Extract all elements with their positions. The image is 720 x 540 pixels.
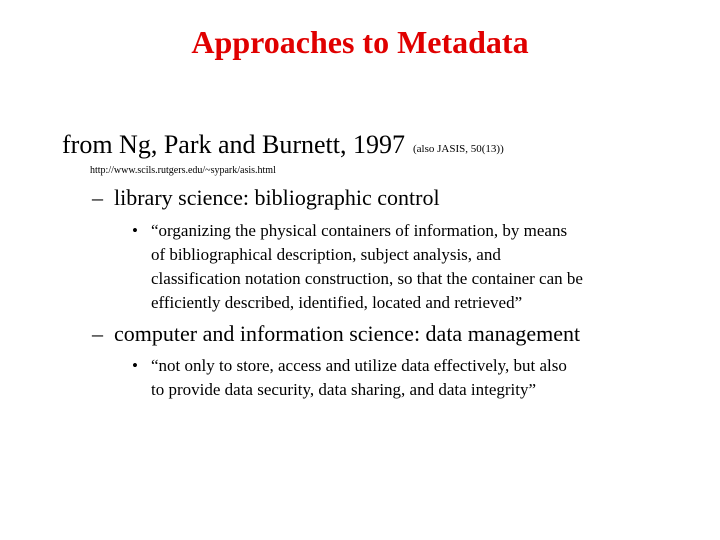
quote-library-science (132, 219, 583, 315)
source-citation-text: from Ng, Park and Burnett, 1997 (62, 130, 406, 159)
subpoint-text: computer and information science: data management (114, 321, 581, 346)
bullet-marker: • (132, 356, 138, 375)
quote-line: “organizing the physical containers of information, by means (151, 221, 568, 240)
dash-marker: – (92, 321, 103, 346)
bullet-marker: • (132, 221, 138, 240)
quote-line: “not only to store, access and utilize data effectively, but also (151, 356, 567, 375)
quote-line: of bibliographical description, subject analysis, and (151, 245, 501, 264)
subpoint-computer-science (92, 321, 580, 347)
subpoint-library-science (92, 185, 440, 211)
quote-computer-science (132, 354, 567, 402)
source-journal-note: (also JASIS, 50(13)) (413, 143, 504, 155)
quote-line: efficiently described, identified, located and retrieved” (151, 293, 523, 312)
subpoint-text: library science: bibliographic control (114, 185, 440, 210)
source-url: http://www.scils.rutgers.edu/~sypark/asis.html (90, 165, 276, 176)
quote-line: classification notation construction, so that the container can be (151, 269, 583, 288)
source-citation (62, 130, 504, 160)
dash-marker: – (92, 185, 103, 210)
slide-title: Approaches to Metadata (191, 24, 529, 60)
quote-line: to provide data security, data sharing, and data integrity” (151, 380, 537, 399)
